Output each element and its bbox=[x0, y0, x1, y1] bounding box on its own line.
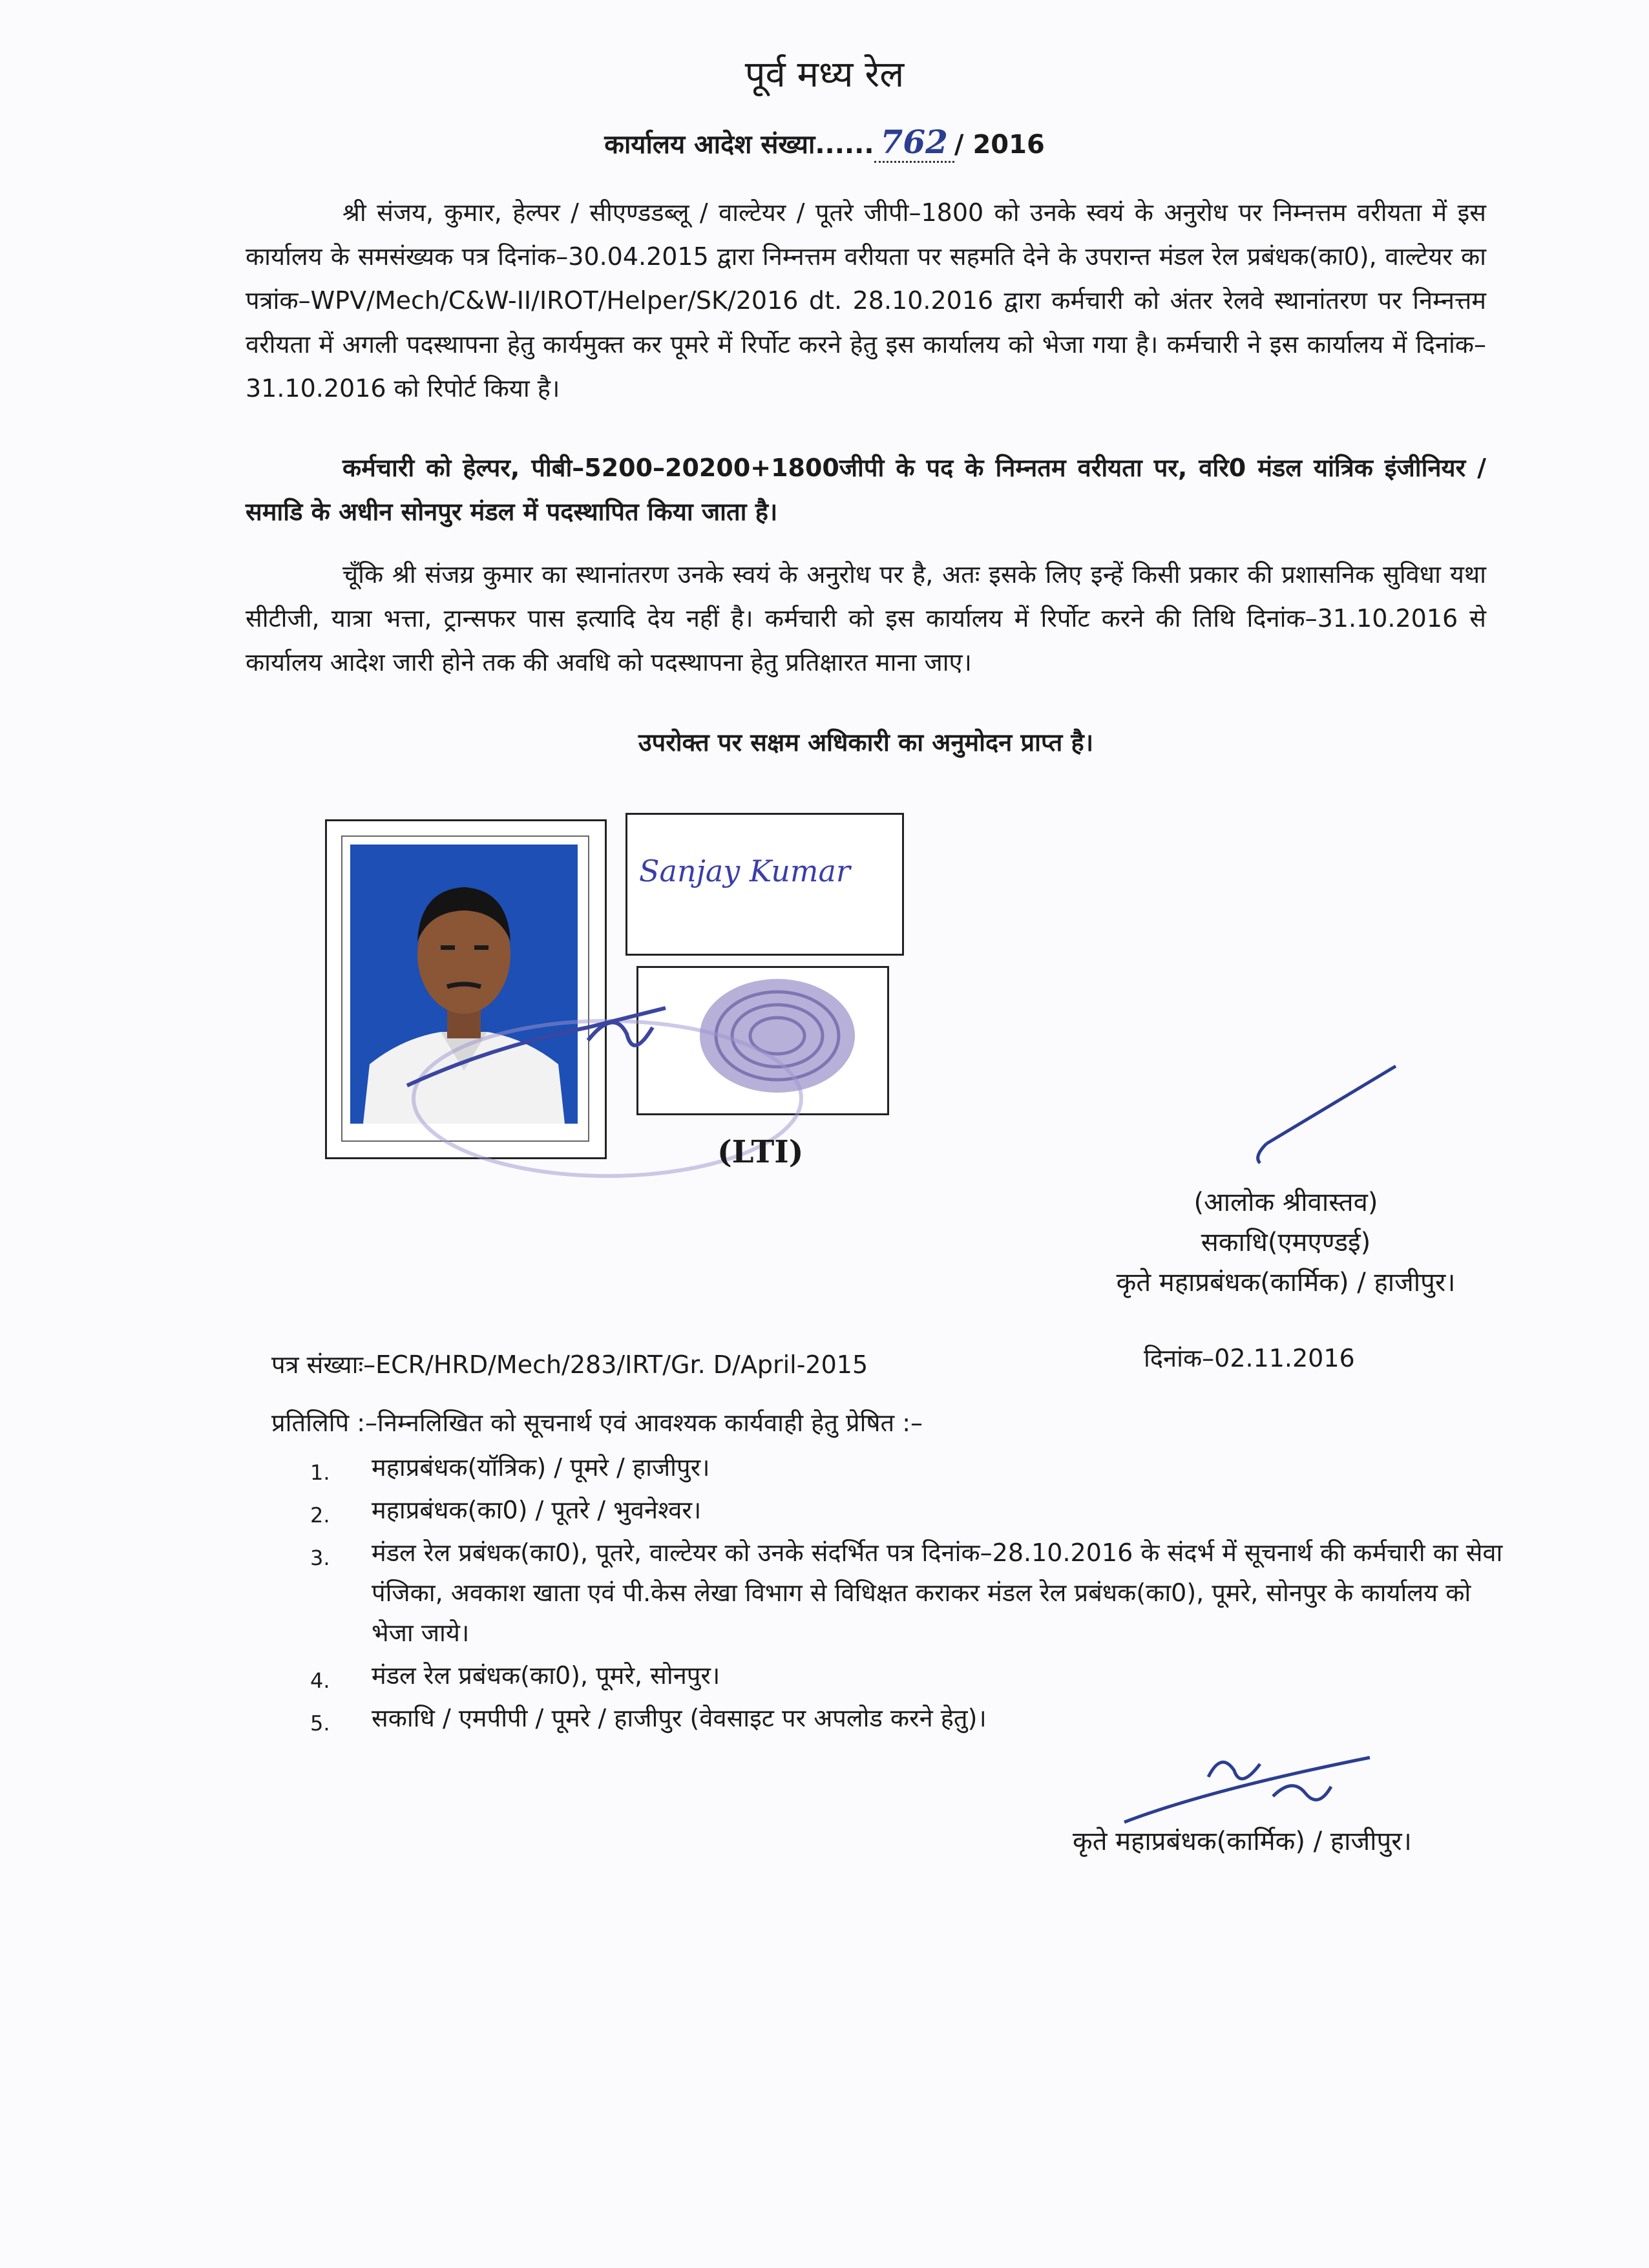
employee-signature-box bbox=[625, 813, 904, 956]
approval-line: उपरोक्त पर सक्षम अधिकारी का अनुमोदन प्राप्त है। bbox=[638, 728, 1094, 757]
list-item: 2. महाप्रबंधक(का0) / पूतरे / भुवनेश्वर। bbox=[310, 1496, 702, 1528]
letter-date: दिनांक–02.11.2016 bbox=[1144, 1344, 1355, 1372]
officer-signature bbox=[1215, 1060, 1409, 1170]
list-item: 1. महाप्रबंधक(यॉत्रिक) / पूमरे / हाजीपुर। bbox=[310, 1453, 710, 1485]
organization-title: पूर्व मध्य रेल bbox=[744, 54, 905, 96]
closing-for: कृते महाप्रबंधक(कार्मिक) / हाजीपुर। bbox=[1073, 1827, 1412, 1856]
signatory-block bbox=[1060, 1182, 1512, 1303]
employee-signature: Sanjay Kumar bbox=[639, 854, 850, 888]
signatory-for: कृते महाप्रबंधक(कार्मिक) / हाजीपुर। bbox=[1116, 1268, 1456, 1297]
signatory-name: (आलोक श्रीवास्तव) bbox=[1193, 1188, 1378, 1217]
signatory-designation: सकाधि(एमएण्डई) bbox=[1201, 1228, 1371, 1257]
copy-to-intro: प्रतिलिपि :–निम्नलिखित को सूचनार्थ एवं आवश्यक कार्यवाही हेतु प्रेषित :– bbox=[271, 1409, 923, 1437]
letter-reference: पत्र संख्याः–ECR/HRD/Mech/283/IRT/Gr. D/April-2015 bbox=[271, 1350, 868, 1379]
attestation-stamp bbox=[394, 969, 885, 1189]
order-number-handwritten: 762 bbox=[874, 123, 954, 163]
order-prefix: कार्यालय आदेश संख्या...... bbox=[604, 130, 874, 160]
paragraph-transfer-details: श्री संजय, कुमार, हेल्पर / सीएण्डडब्लू / वाल्टेयर / पूतरे जीपी–1800 को उनके स्वयं के अनुरोध पर निम्नत्तम वरीयता में इस कार्यालय के समसंख्यक पत्र दिनांक–30.04.2015 द्वारा निम्नत्तम वरीयता पर सहमति देने के उपरान्त मंडल रेल प्रबंधक(का0), वाल्टेयर का पत्रांक–WPV/Mech/C&W-II/IROT/Helper/SK/2016 dt. 28.10.2016 द्वारा कर्मचारी को अंतर रेलवे स्थानांतरण पर निम्नत्तम वरीयता में अगली पदस्थापना हेतु कार्यमुक्त कर पूमरे में रिर्पोट करने हेतु इस कार्यालय को भेजा गया है। कर्मचारी ने इस कार्यालय में दिनांक–31.10.2016 को रिपोर्ट किया है। bbox=[246, 198, 1486, 403]
list-item: 3. मंडल रेल प्रबंधक(का0), पूतरे, वाल्टेयर को उनके संदर्भित पत्र दिनांक–28.10.2016 के संदर्भ में सूचनार्थ की कर्मचारी का सेवा पंजिका, अवकाश खाता एवं पी.केस लेखा विभाग से विधिक्षत कराकर मंडल रेल प्रबंधक(का0), पूमरे, सोनपुर के कार्यालय को भेजा जाये। bbox=[310, 1538, 1503, 1647]
order-suffix: / 2016 bbox=[954, 130, 1045, 160]
order-number-line bbox=[0, 123, 1649, 161]
lti-label: (LTI) bbox=[717, 1134, 804, 1170]
list-item: 5. सकाधि / एमपीपी / पूमरे / हाजीपुर (वेवसाइट पर अपलोड करने हेतु)। bbox=[310, 1704, 987, 1736]
copy-to-list bbox=[310, 1447, 1506, 1741]
paragraph-posting: कर्मचारी को हेल्पर, पीबी–5200–20200+1800जीपी के पद के निम्नतम वरीयता पर, वरि0 मंडल यांत्रिक इंजीनियर / समाडि के अधीन सोनपुर मंडल में पदस्थापित किया जाता है। bbox=[246, 454, 1486, 526]
paragraph-no-facilities: चूँकि श्री संजय्र कुमार का स्थानांतरण उनके स्वयं के अनुरोध पर है, अतः इसके लिए इन्हें किसी प्रकार की प्रशासनिक सुविधा यथा सीटीजी, यात्रा भत्ता, ट्रान्सफर पास इत्यादि देय नहीं है। कर्मचारी को इस कार्यालय में रिर्पोट करने की तिथि दिनांक–31.10.2016 से कार्यालय आदेश जारी होने तक की अवधि को पदस्थापना हेतु प्रतिक्षारत माना जाए। bbox=[246, 560, 1486, 677]
list-item: 4. मंडल रेल प्रबंधक(का0), पूमरे, सोनपुर। bbox=[310, 1661, 720, 1693]
